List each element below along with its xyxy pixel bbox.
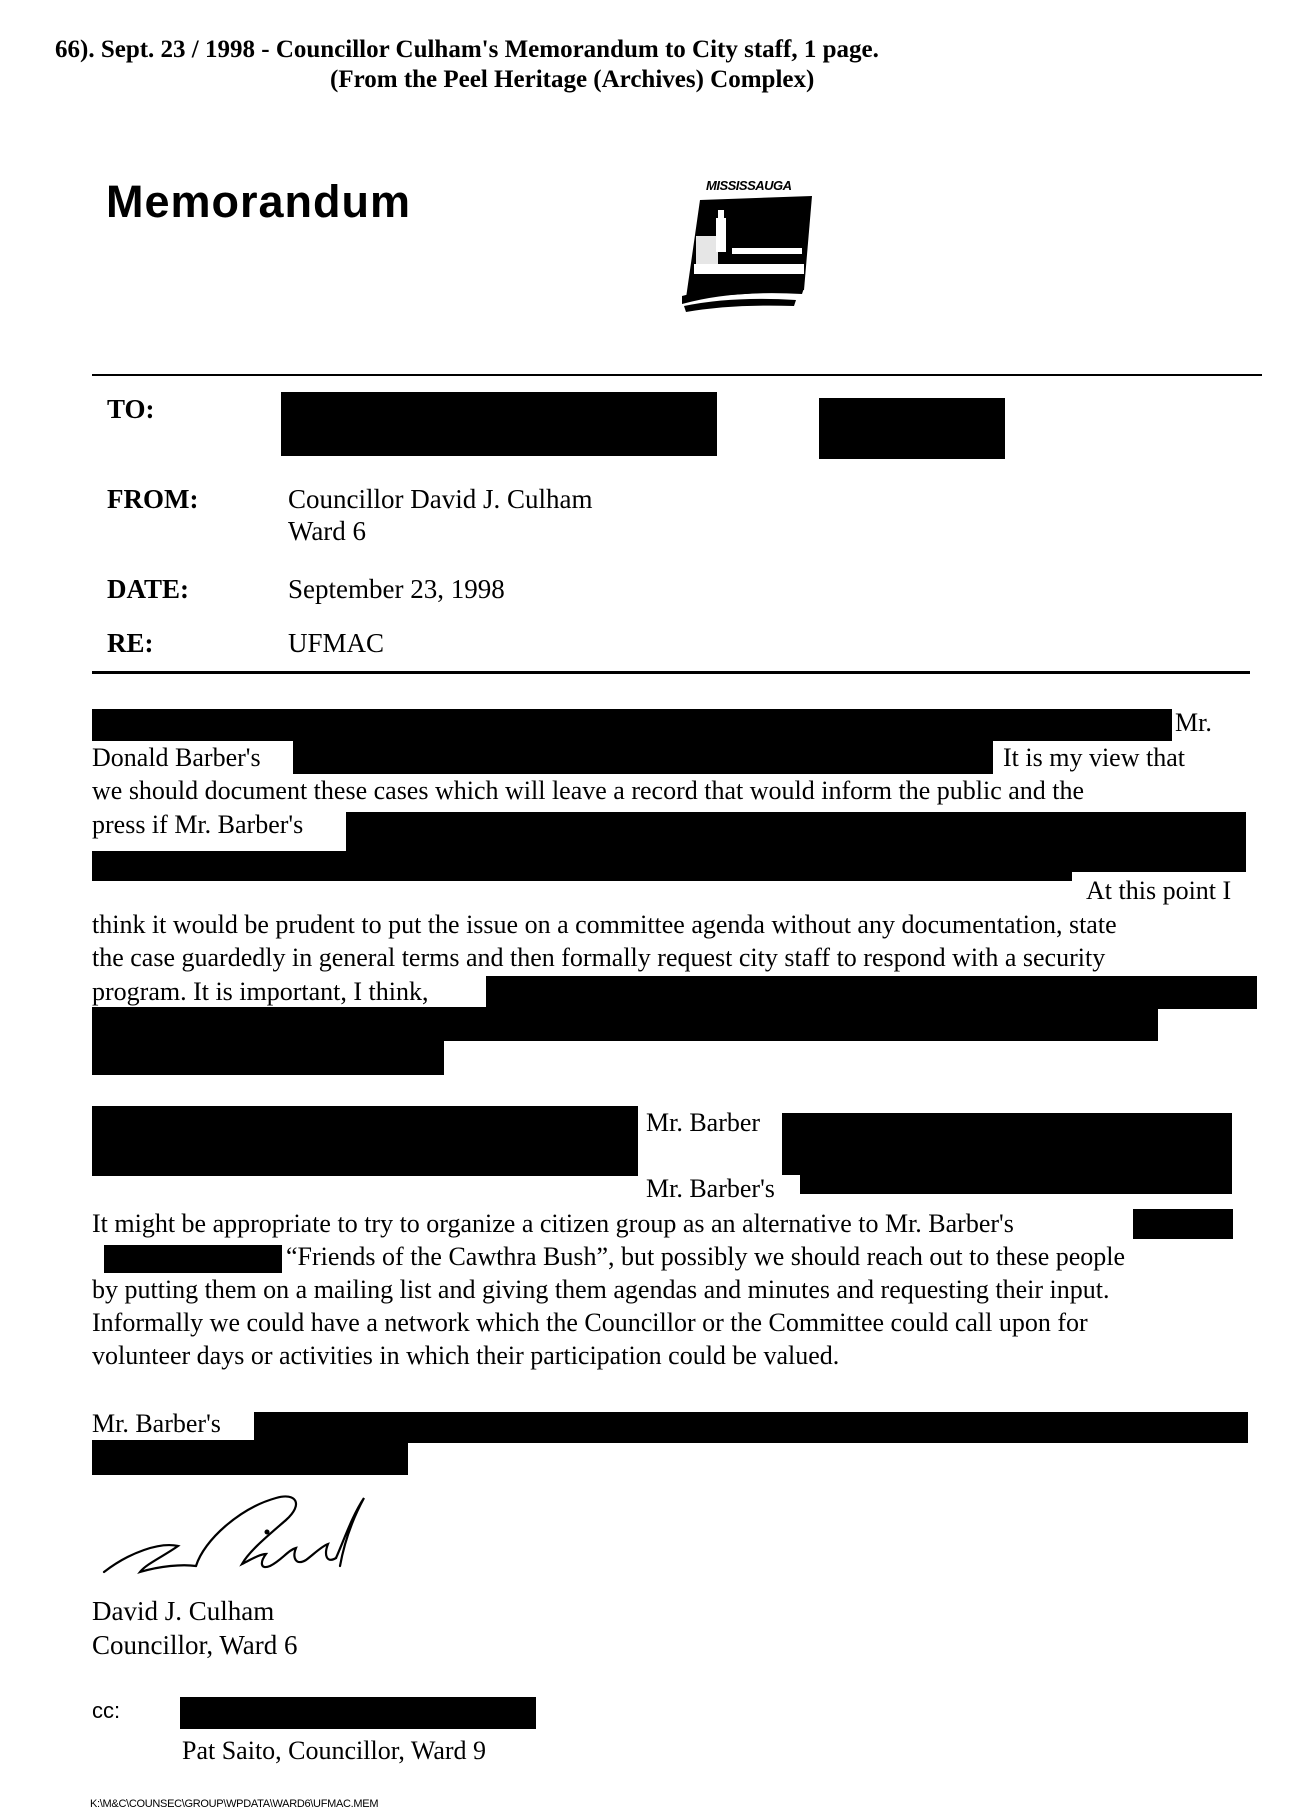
from-value-ward: Ward 6 [288, 516, 367, 546]
redaction [800, 1170, 1232, 1194]
redaction [92, 1440, 408, 1475]
body-text: the case guardedly in general terms and then formally request city staff to respond with a security [92, 943, 1106, 972]
body-text: It is my view that [1003, 743, 1185, 772]
redaction [92, 851, 1072, 881]
redaction [1133, 1209, 1233, 1239]
body-text: volunteer days or activities in which their participation could be valued. [92, 1341, 840, 1370]
body-text: we should document these cases which will leave a record that would inform the public and the [92, 776, 1085, 805]
top-rule [92, 374, 1262, 376]
redaction [782, 1113, 1232, 1175]
file-path-footer: K:\M&C\COUNSEC\GROUP\WPDATA\WARD6\UFMAC.MEM [90, 1798, 379, 1810]
body-text: Mr. [1175, 708, 1212, 737]
redaction [293, 740, 993, 774]
body-text: by putting them on a mailing list and giving them agendas and minutes and requesting their input. [92, 1275, 1110, 1304]
cc-label: cc: [92, 1698, 121, 1723]
body-text: think it would be prudent to put the issue on a committee agenda without any documentation, state [92, 910, 1117, 939]
from-value-name: Councillor David J. Culham [288, 484, 593, 514]
mississauga-logo [672, 178, 820, 310]
header-bottom-rule [92, 671, 1250, 674]
redaction [254, 1412, 1248, 1443]
redaction [92, 1040, 444, 1075]
logo-emblem-icon [672, 178, 820, 310]
re-label: RE: [107, 628, 154, 658]
body-text: Mr. Barber's [92, 1409, 221, 1438]
body-text: At this point I [1086, 876, 1232, 905]
body-text: program. It is important, I think, [92, 977, 429, 1006]
redaction [281, 392, 717, 456]
redaction [92, 709, 1172, 741]
archive-caption-line-1: 66). Sept. 23 / 1998 - Councillor Culham's Memorandum to City staff, 1 page. [55, 36, 879, 63]
redaction [180, 1697, 536, 1729]
body-text: Mr. Barber [646, 1108, 761, 1137]
redaction [104, 1245, 282, 1273]
body-text: “Friends of the Cawthra Bush”, but possibly we should reach out to these people [286, 1242, 1126, 1271]
body-text: It might be appropriate to try to organize a citizen group as an alternative to Mr. Barber's [92, 1209, 1014, 1238]
to-label: TO: [107, 394, 155, 424]
body-text: Mr. Barber's [646, 1174, 775, 1203]
redaction [486, 976, 1257, 1009]
handwritten-signature [100, 1480, 360, 1600]
redaction [819, 398, 1005, 459]
from-label: FROM: [107, 484, 199, 514]
signatory-name: David J. Culham [92, 1596, 275, 1626]
redaction [92, 1142, 638, 1176]
cc-recipient: Pat Saito, Councillor, Ward 9 [182, 1736, 487, 1765]
memo-title: Memorandum [106, 176, 412, 227]
body-text: press if Mr. Barber's [92, 810, 304, 839]
redaction [92, 1106, 638, 1144]
logo-text: MISSISSAUGA [706, 178, 792, 193]
archive-caption-line-2: (From the Peel Heritage (Archives) Complex) [330, 66, 815, 93]
body-text: Donald Barber's [92, 743, 261, 772]
body-text: Informally we could have a network which the Councillor or the Committee could call upon for [92, 1308, 1088, 1337]
date-value: September 23, 1998 [288, 574, 505, 604]
re-value: UFMAC [288, 628, 385, 658]
redaction [92, 1007, 1158, 1041]
signatory-title: Councillor, Ward 6 [92, 1630, 298, 1660]
date-label: DATE: [107, 574, 190, 604]
